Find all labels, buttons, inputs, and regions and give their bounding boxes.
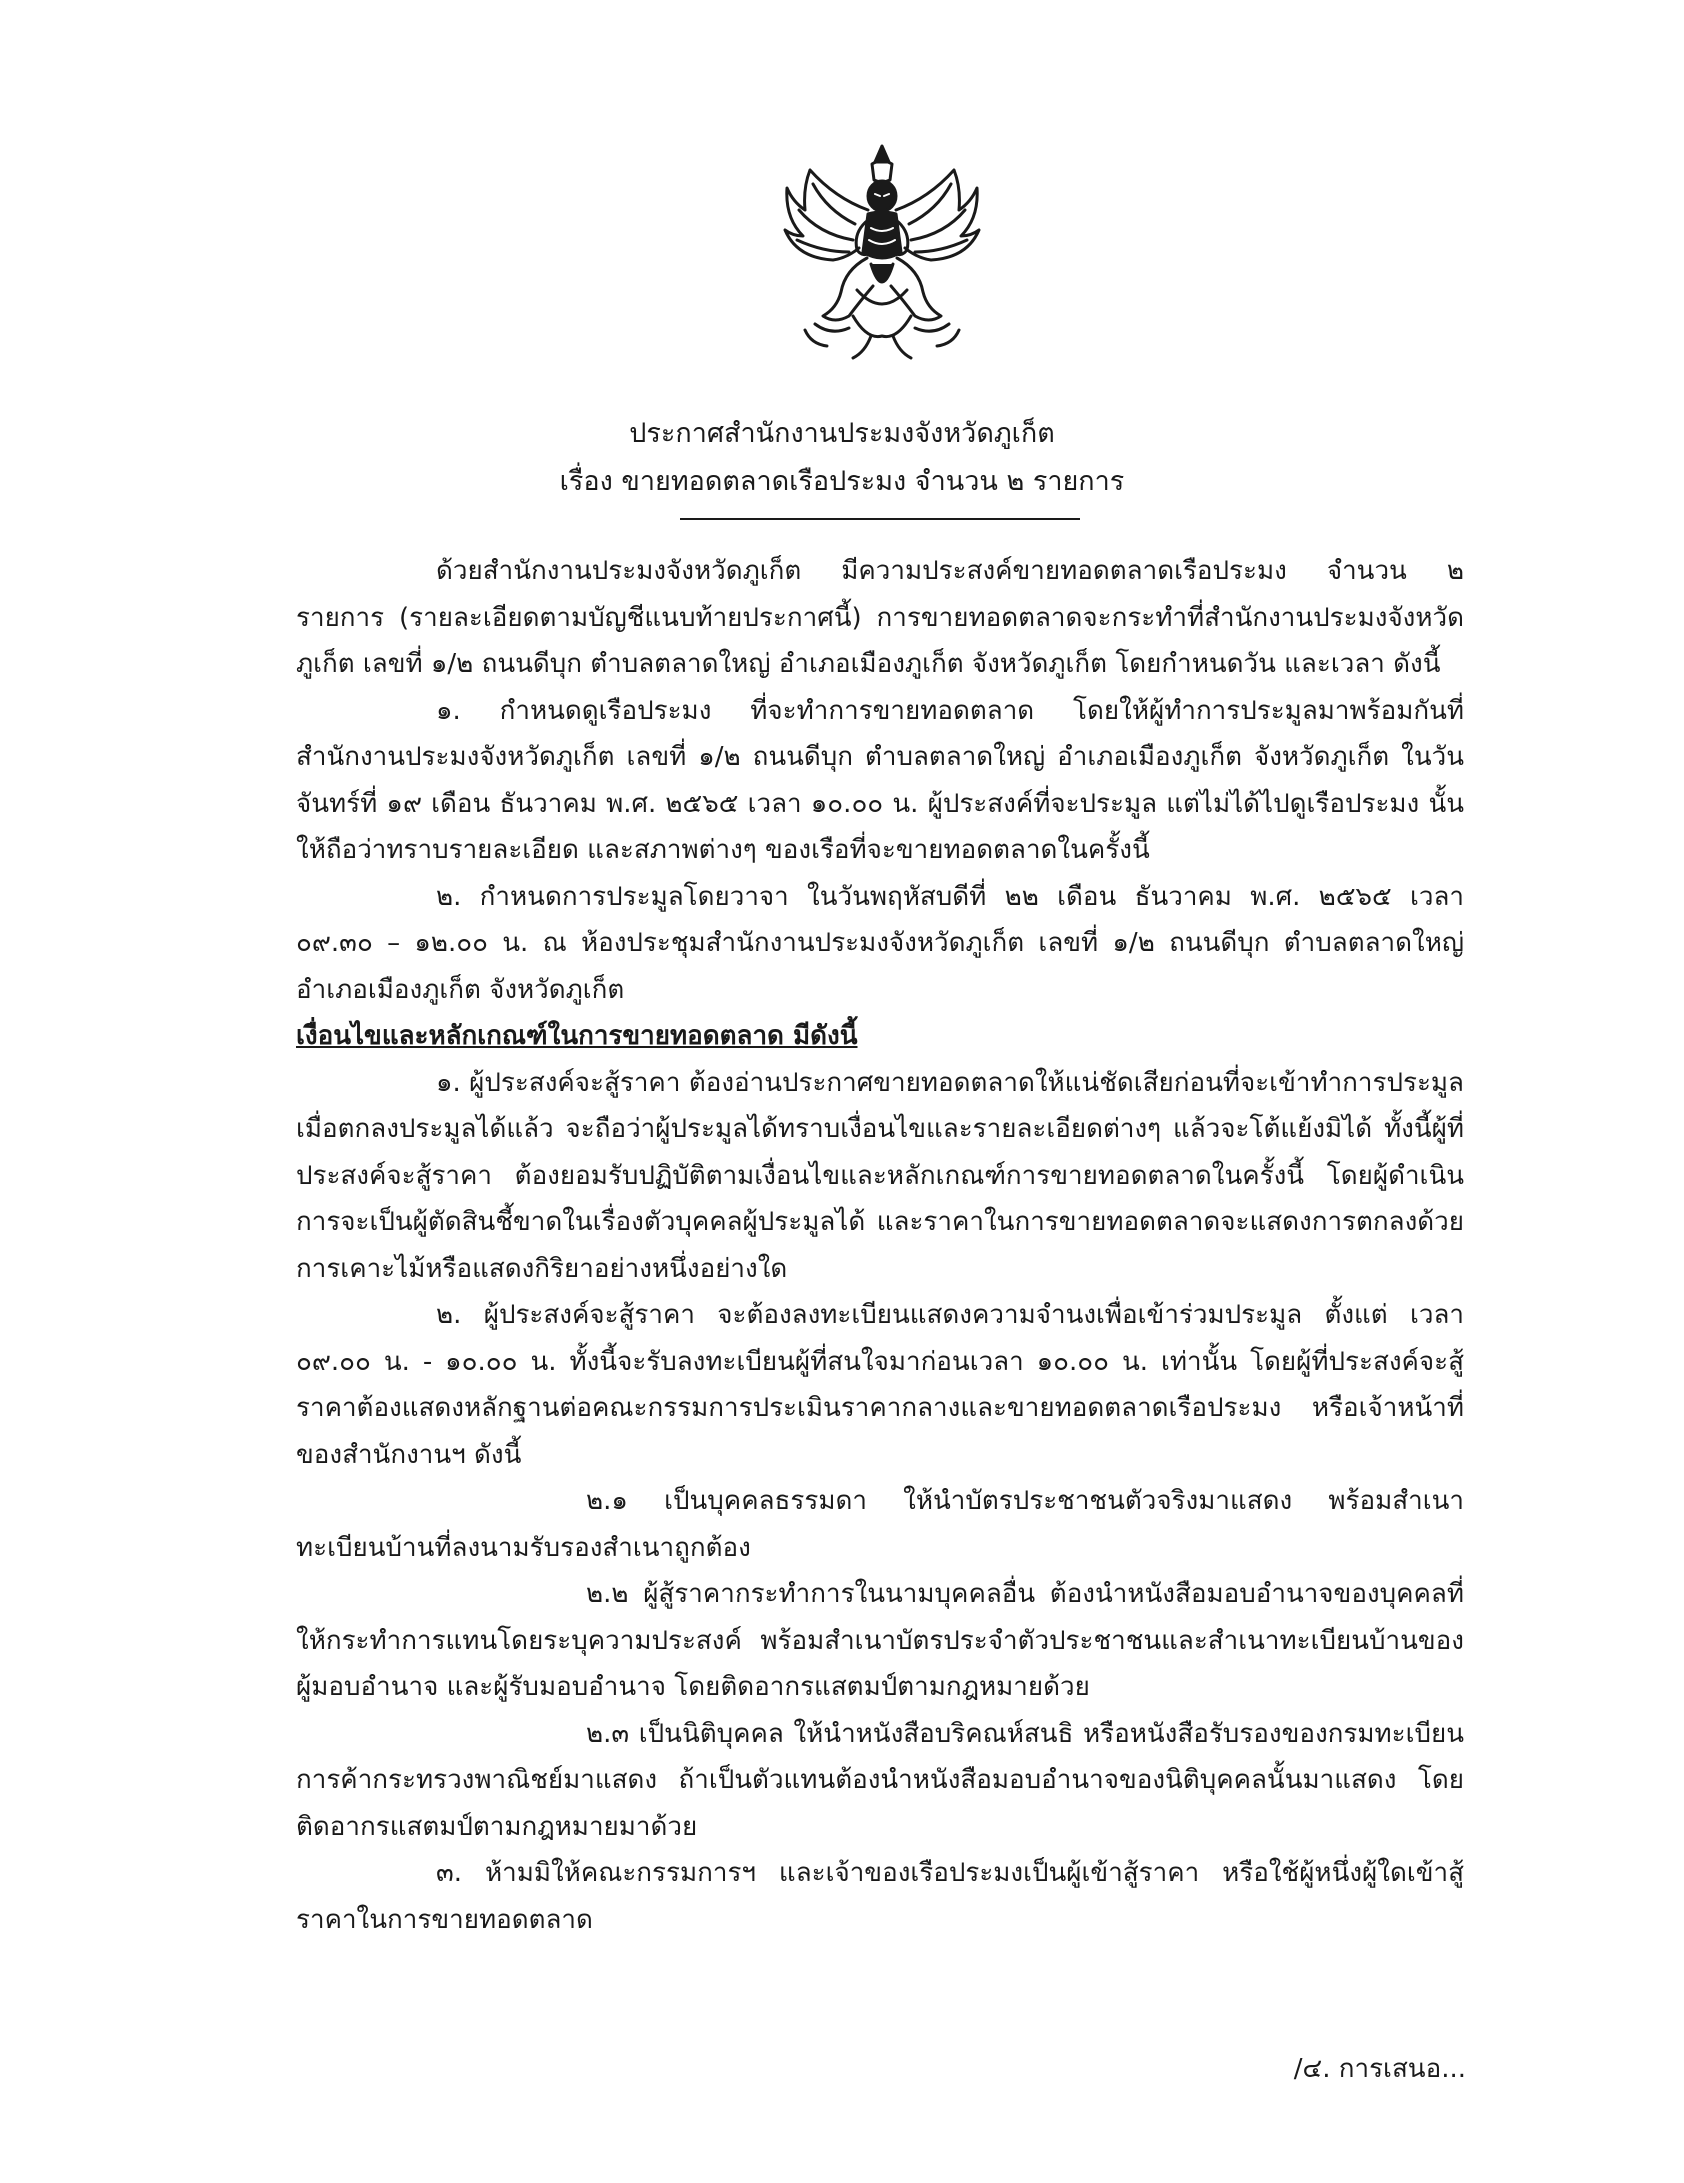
condition-item-3: ๓. ห้ามมิให้คณะกรรมการฯ และเจ้าของเรือประมงเป็นผู้เข้าสู้ราคา หรือใช้ผู้หนึ่งผู้ใดเข้าสู้ราคาในการขายทอดตลาด	[296, 1858, 1464, 1935]
announcement-body	[296, 548, 1464, 1943]
announcement-title: ประกาศสำนักงานประมงจังหวัดภูเก็ต	[629, 418, 1055, 449]
schedule-item-1: ๑. กำหนดดูเรือประมง ที่จะทำการขายทอดตลาด โดยให้ผู้ทำการประมูลมาพร้อมกันที่สำนักงานประมงจังหวัดภูเก็ต เลขที่ ๑/๒ ถนนดีบุก ตำบลตลาดใหญ่ อำเภอเมืองภูเก็ต จังหวัดภูเก็ต ในวันจันทร์ที่ ๑๙ เดือน ธันวาคม พ.ศ. ๒๕๖๕ เวลา ๑๐.๐๐ น. ผู้ประสงค์ที่จะประมูล แต่ไม่ได้ไปดูเรือประมง นั้น ให้ถือว่าทราบรายละเอียด และสภาพต่างๆ ของเรือที่จะขายทอดตลาดในครั้งนี้	[296, 695, 1464, 865]
schedule-item-2: ๒. กำหนดการประมูลโดยวาจา ในวันพฤหัสบดีที่ ๒๒ เดือน ธันวาคม พ.ศ. ๒๕๖๕ เวลา ๐๙.๓๐ – ๑๒.๐๐ น. ณ ห้องประชุมสำนักงานประมงจังหวัดภูเก็ต เลขที่ ๑/๒ ถนนดีบุก ตำบลตลาดใหญ่ อำเภอเมืองภูเก็ต จังหวัดภูเก็ต	[296, 881, 1464, 1005]
condition-item-2-1: ๒.๑ เป็นบุคคลธรรมดา ให้นำบัตรประชาชนตัวจริงมาแสดง พร้อมสำเนาทะเบียนบ้านที่ลงนามรับรองสำเนาถูกต้อง	[296, 1486, 1464, 1563]
title-divider	[680, 518, 1080, 520]
garuda-emblem-icon	[775, 140, 990, 365]
condition-item-2-2: ๒.๒ ผู้สู้ราคากระทำการในนามบุคคลอื่น ต้องนำหนังสือมอบอำนาจของบุคคลที่ให้กระทำการแทนโดยระบุความประสงค์ พร้อมสำเนาบัตรประจำตัวประชาชนและสำเนาทะเบียนบ้านของผู้มอบอำนาจ และผู้รับมอบอำนาจ โดยติดอากรแสตมป์ตามกฎหมายด้วย	[296, 1579, 1464, 1702]
condition-item-2: ๒. ผู้ประสงค์จะสู้ราคา จะต้องลงทะเบียนแสดงความจำนงเพื่อเข้าร่วมประมูล ตั้งแต่ เวลา ๐๙.๐๐ น. - ๑๐.๐๐ น. ทั้งนี้จะรับลงทะเบียนผู้ที่สนใจมาก่อนเวลา ๑๐.๐๐ น. เท่านั้น โดยผู้ที่ประสงค์จะสู้ราคาต้องแสดงหลักฐานต่อคณะกรรมการประเมินราคากลางและขายทอดตลาดเรือประมง หรือเจ้าหน้าที่ของสำนักงานฯ ดังนี้	[296, 1300, 1464, 1470]
condition-item-1: ๑. ผู้ประสงค์จะสู้ราคา ต้องอ่านประกาศขายทอดตลาดให้แน่ชัดเสียก่อนที่จะเข้าทำการประมูลเมื่อตกลงประมูลได้แล้ว จะถือว่าผู้ประมูลได้ทราบเงื่อนไขและรายละเอียดต่างๆ แล้วจะโต้แย้งมิได้ ทั้งนี้ผู้ที่ประสงค์จะสู้ราคา ต้องยอมรับปฏิบัติตามเงื่อนไขและหลักเกณฑ์การขายทอดตลาดในครั้งนี้ โดยผู้ดำเนินการจะเป็นผู้ตัดสินชี้ขาดในเรื่องตัวบุคคลผู้ประมูลได้ และราคาในการขายทอดตลาดจะแสดงการตกลงด้วยการเคาะไม้หรือแสดงกิริยาอย่างหนึ่งอย่างใด	[296, 1067, 1464, 1284]
condition-item-2-3: ๒.๓ เป็นนิติบุคคล ให้นำหนังสือบริคณห์สนธิ หรือหนังสือรับรองของกรมทะเบียนการค้ากระทรวงพาณิชย์มาแสดง ถ้าเป็นตัวแทนต้องนำหนังสือมอบอำนาจของนิติบุคคลนั้นมาแสดง โดยติดอากรแสตมป์ตามกฎหมายมาด้วย	[296, 1718, 1464, 1842]
intro-paragraph: ด้วยสำนักงานประมงจังหวัดภูเก็ต มีความประสงค์ขายทอดตลาดเรือประมง จำนวน ๒ รายการ (รายละเอียดตามบัญชีแนบท้ายประกาศนี้) การขายทอดตลาดจะกระทำที่สำนักงานประมงจังหวัดภูเก็ต เลขที่ ๑/๒ ถนนดีบุก ตำบลตลาดใหญ่ อำเภอเมืองภูเก็ต จังหวัดภูเก็ต โดยกำหนดวัน และเวลา ดังนี้	[296, 556, 1464, 679]
continuation-marker: /๔. การเสนอ...	[1293, 2054, 1466, 2084]
announcement-subject: เรื่อง ขายทอดตลาดเรือประมง จำนวน ๒ รายการ	[559, 466, 1125, 497]
conditions-heading: เงื่อนไขและหลักเกณฑ์ในการขายทอดตลาด มีดังนี้	[296, 1021, 858, 1051]
